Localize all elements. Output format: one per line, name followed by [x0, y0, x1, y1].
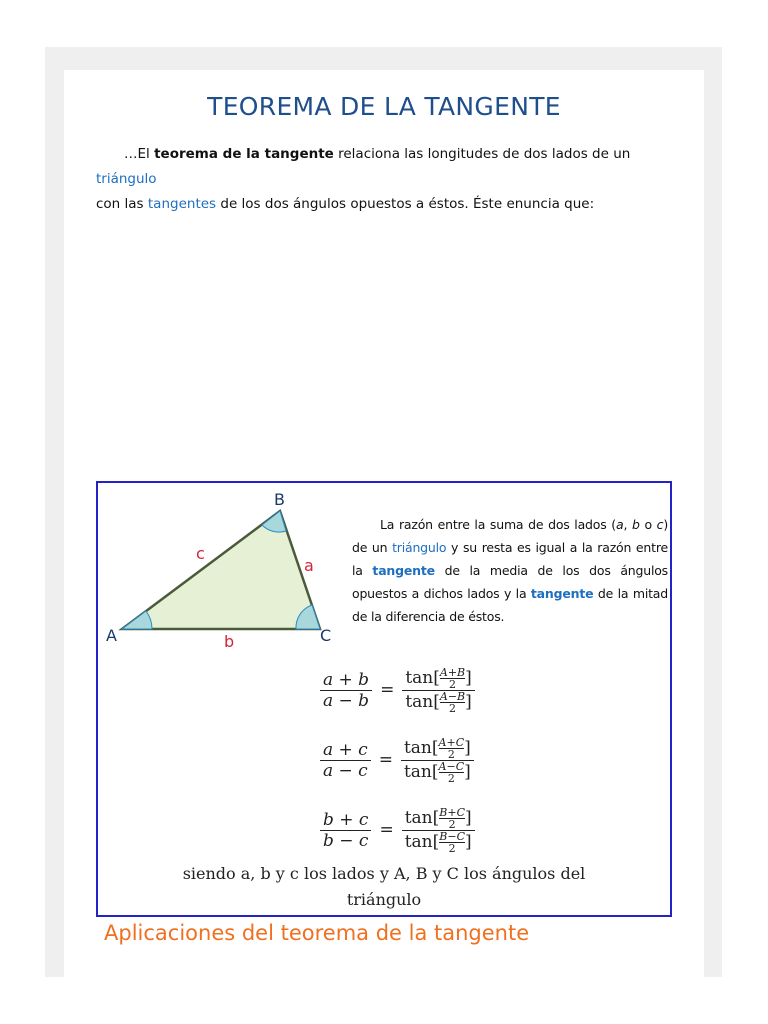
- vertex-a-label: A: [106, 626, 117, 645]
- side-a-label: a: [304, 556, 314, 575]
- tangent-ratio: tan[ $\frac{A+C}{2}$ ] tan[ $\frac{A-C}{2}$ ]: [401, 737, 474, 784]
- desc-text: de la media de los dos ángulos opuestos a dichos lados y la: [352, 563, 668, 601]
- tangent-ratio: tan[ $\frac{A+B}{2}$ ] tan[ $\frac{A-B}{2}$ ]: [402, 667, 474, 714]
- link-tangente-1[interactable]: tangente: [372, 563, 435, 578]
- formula-3: [320, 795, 475, 865]
- side-b-label: b: [224, 632, 235, 651]
- caption-line: siendo a, b y c los lados y A, B y C los ángulos del: [182, 864, 586, 883]
- desc-var: a: [615, 517, 624, 532]
- desc-text: y su resta es igual a la razón entre la: [352, 540, 668, 578]
- desc-text: de la mitad de la diferencia de éstos.: [352, 586, 668, 624]
- bold-term: teorema de la tangente: [154, 146, 334, 162]
- link-tangente-2[interactable]: tangente: [530, 586, 594, 601]
- link-triangulo[interactable]: triángulo: [96, 171, 157, 187]
- desc-text: La razón entre la suma de dos lados (: [380, 517, 616, 532]
- angle-a-arc: [122, 611, 152, 629]
- vertex-c-label: C: [320, 626, 332, 645]
- intro-text: relaciona las longitudes de dos lados de un: [333, 146, 631, 162]
- theorem-figure-box: [96, 481, 672, 917]
- desc-var: c: [656, 517, 664, 532]
- desc-text: ,: [623, 517, 632, 532]
- triangle-diagram: [98, 483, 348, 653]
- tangent-ratio: tan[ $\frac{B+C}{2}$ ] tan[ $\frac{B-C}{2}$ ]: [402, 807, 475, 854]
- formula-2: [320, 725, 475, 795]
- desc-text: ) de un: [352, 517, 669, 555]
- intro-text: de los dos ángulos opuestos a éstos. Éste enuncia que:: [216, 196, 595, 212]
- desc-var: b: [631, 517, 640, 532]
- equals-sign: =: [380, 680, 395, 700]
- page-title: TEOREMA DE LA TANGENTE: [207, 92, 561, 121]
- side-c-label: c: [196, 544, 205, 563]
- triangle-shape: [122, 511, 320, 629]
- formula-1: [320, 655, 475, 725]
- equals-sign: =: [379, 820, 394, 840]
- equals-sign: =: [378, 750, 393, 770]
- side-ratio: $\frac{a + b}{a - b}$: [320, 670, 372, 711]
- formula-caption: [98, 861, 670, 913]
- intro-text: con las: [96, 196, 148, 212]
- theorem-description: [352, 513, 668, 628]
- side-ratio: $\frac{b + c}{b - c}$: [320, 810, 371, 851]
- caption-line: triángulo: [346, 890, 422, 909]
- intro-text: …El: [124, 146, 155, 162]
- link-triangulo-2[interactable]: triángulo: [392, 540, 447, 555]
- formula-list: [320, 655, 475, 865]
- side-ratio: $\frac{a + c}{a - c}$: [320, 740, 371, 781]
- intro-paragraph: [96, 142, 676, 217]
- section-heading: Aplicaciones del teorema de la tangente: [104, 921, 530, 945]
- vertex-b-label: B: [274, 490, 285, 509]
- desc-text: o: [639, 517, 657, 532]
- link-tangentes[interactable]: tangentes: [147, 196, 217, 212]
